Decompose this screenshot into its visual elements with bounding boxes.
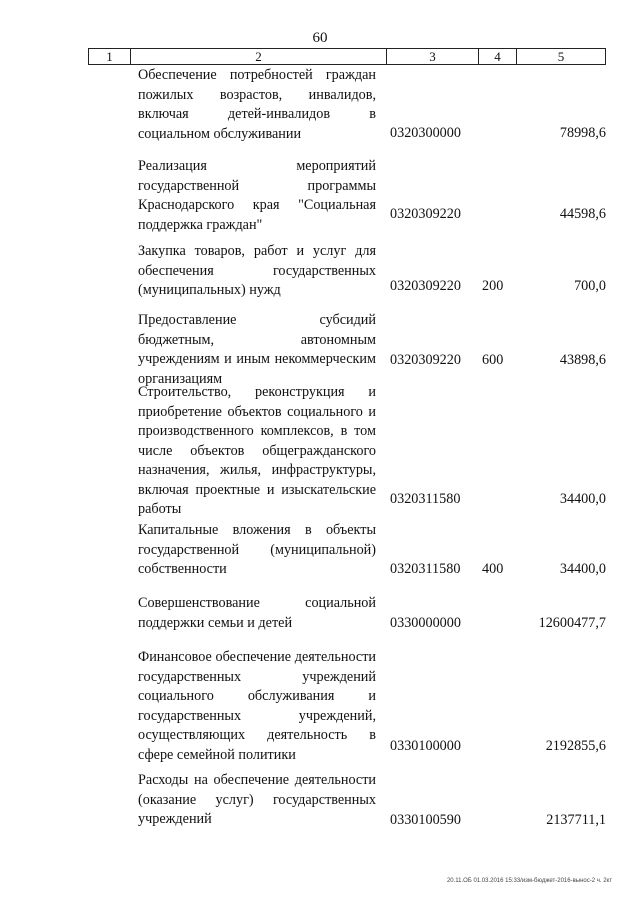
row-code: 0320309220 <box>390 278 461 294</box>
table-row <box>138 311 606 387</box>
row-description: Капитальные вложения в объекты государственной (муниципальной) собственности <box>138 522 376 577</box>
row-group: 400 <box>482 561 504 577</box>
row-amount: 2137711,1 <box>546 812 606 828</box>
table-row <box>138 66 606 146</box>
row-description: Расходы на обеспечение деятельности (оказание услуг) государственных учреждений <box>138 772 376 827</box>
header-col-4: 4 <box>478 49 516 64</box>
row-description: Финансовое обеспечение деятельности государственных учреждений социального обслуживания и государственных учреждений, осуществляющих деятельность в сфере семейной политики <box>138 649 376 763</box>
row-description: Реализация мероприятий государственной программы Краснодарского края "Социальная поддержка граждан" <box>138 158 376 233</box>
row-amount: 44598,6 <box>559 206 606 222</box>
row-amount: 34400,0 <box>559 491 606 507</box>
row-description: Строительство, реконструкция и приобретение объектов социального и производственного комплексов, в том числе объектов общегражданского назначения, жилья, инфраструктуры, включая проектные и изыскательские работы <box>138 384 376 517</box>
row-amount: 78998,6 <box>559 125 606 141</box>
header-col-1: 1 <box>88 49 130 64</box>
table-row <box>138 521 606 581</box>
row-description: Предоставление субсидий бюджетным, автономным учреждениям и иным некоммерческим организациям <box>138 312 376 387</box>
row-group: 200 <box>482 278 504 294</box>
row-amount: 12600477,7 <box>538 615 606 631</box>
table-row <box>138 594 606 634</box>
page-number: 60 <box>312 30 328 46</box>
row-description: Обеспечение потребностей граждан пожилых возрастов, инвалидов, включая детей-инвалидов в социальном обслуживании <box>138 67 376 142</box>
header-col-2: 2 <box>130 49 386 64</box>
table-header <box>88 48 606 65</box>
header-col-5: 5 <box>516 49 606 64</box>
row-code: 0320309220 <box>390 206 461 222</box>
table-row <box>138 383 606 517</box>
row-amount: 700,0 <box>574 278 606 294</box>
row-code: 0320309220 <box>390 352 461 368</box>
row-description: Закупка товаров, работ и услуг для обеспечения государственных (муниципальных) нужд <box>138 243 376 298</box>
row-code: 0320311580 <box>390 491 461 507</box>
footer-file-stamp: 20.11.OБ 01.03.2016 15:33/изм-бюджет-2016-вынос-2 ч. 2кт <box>446 878 612 884</box>
row-code: 0330100590 <box>390 812 461 828</box>
row-code: 0330000000 <box>390 615 461 631</box>
row-code: 0320300000 <box>390 125 461 141</box>
table-row <box>138 771 606 831</box>
row-amount: 43898,6 <box>559 352 606 368</box>
row-description: Совершенствование социальной поддержки семьи и детей <box>138 595 376 631</box>
row-amount: 2192855,6 <box>545 738 606 754</box>
table-row <box>138 648 606 763</box>
row-group: 600 <box>482 352 504 368</box>
row-code: 0320311580 <box>390 561 461 577</box>
table-row <box>138 157 606 237</box>
row-code: 0330100000 <box>390 738 461 754</box>
row-amount: 34400,0 <box>559 561 606 577</box>
header-col-3: 3 <box>386 49 478 64</box>
table-row <box>138 242 606 302</box>
